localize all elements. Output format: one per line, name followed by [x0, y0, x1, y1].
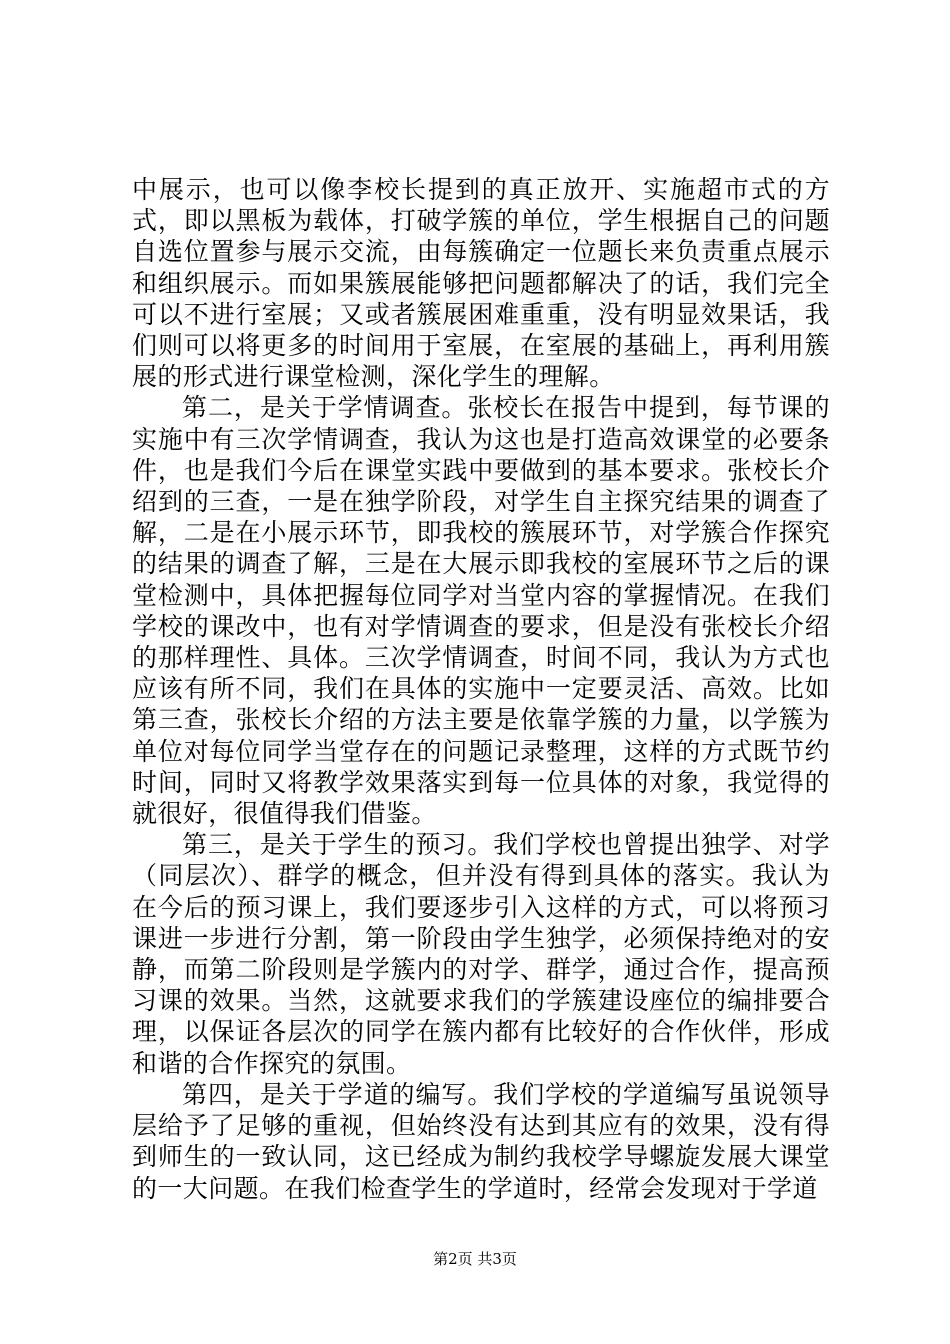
paragraph-continuation: 中展示，也可以像李校长提到的真正放开、实施超市式的方式，即以黑板为载体，打破学簇的单位，学生根据自己的问题自选位置参与展示交流，由每簇确定一位题长来负责重点展示和组织展示。而如果簇展能够把问题都解决了的话，我们完全可以不进行室展；又或者簇展困难重重，没有明显效果话，我们则可以将更多的时间用于室展，在室展的基础上，再利用簇展的形式进行课堂检测，深化学生的理解。: [132, 175, 830, 392]
paragraph-third-point: 第三，是关于学生的预习。我们学校也曾提出独学、对学（同层次）、群学的概念，但并没有得到具体的落实。我认为在今后的预习课上，我们要逐步引入这样的方式，可以将预习课进一步进行分割，第一阶段由学生独学，必须保持绝对的安静，而第二阶段则是学簇内的对学、群学，通过合作，提高预习课的效果。当然，这就要求我们的学簇建设座位的编排要合理，以保证各层次的同学在簇内都有比较好的合作伙伴，形成和谐的合作探究的氛围。: [132, 830, 830, 1078]
paragraph-second-point: 第二，是关于学情调查。张校长在报告中提到，每节课的实施中有三次学情调查，我认为这也是打造高效课堂的必要条件，也是我们今后在课堂实践中要做到的基本要求。张校长介绍到的三查，一是在独学阶段，对学生自主探究结果的调查了解，二是在小展示环节，即我校的簇展环节，对学簇合作探究的结果的调查了解，三是在大展示即我校的室展环节之后的课堂检测中，具体把握每位同学对当堂内容的掌握情况。在我们学校的课改中，也有对学情调查的要求，但是没有张校长介绍的那样理性、具体。三次学情调查，时间不同，我认为方式也应该有所不同，我们在具体的实施中一定要灵活、高效。比如第三查，张校长介绍的方法主要是依靠学簇的力量，以学簇为单位对每位同学当堂存在的问题记录整理，这样的方式既节约时间，同时又将教学效果落实到每一位具体的对象，我觉得的就很好，很值得我们借鉴。: [132, 393, 830, 829]
document-body: [132, 174, 830, 1204]
page-footer: [0, 1248, 950, 1269]
paragraph-fourth-point: 第四，是关于学道的编写。我们学校的学道编写虽说领导层给予了足够的重视，但始终没有达到其应有的效果，没有得到师生的一致认同，这已经成为制约我校学导螺旋发展大课堂的一大问题。在我们检查学生的学道时，经常会发现对于学道: [132, 1079, 830, 1203]
page-number-label: 第2页 共3页: [433, 1250, 517, 1268]
